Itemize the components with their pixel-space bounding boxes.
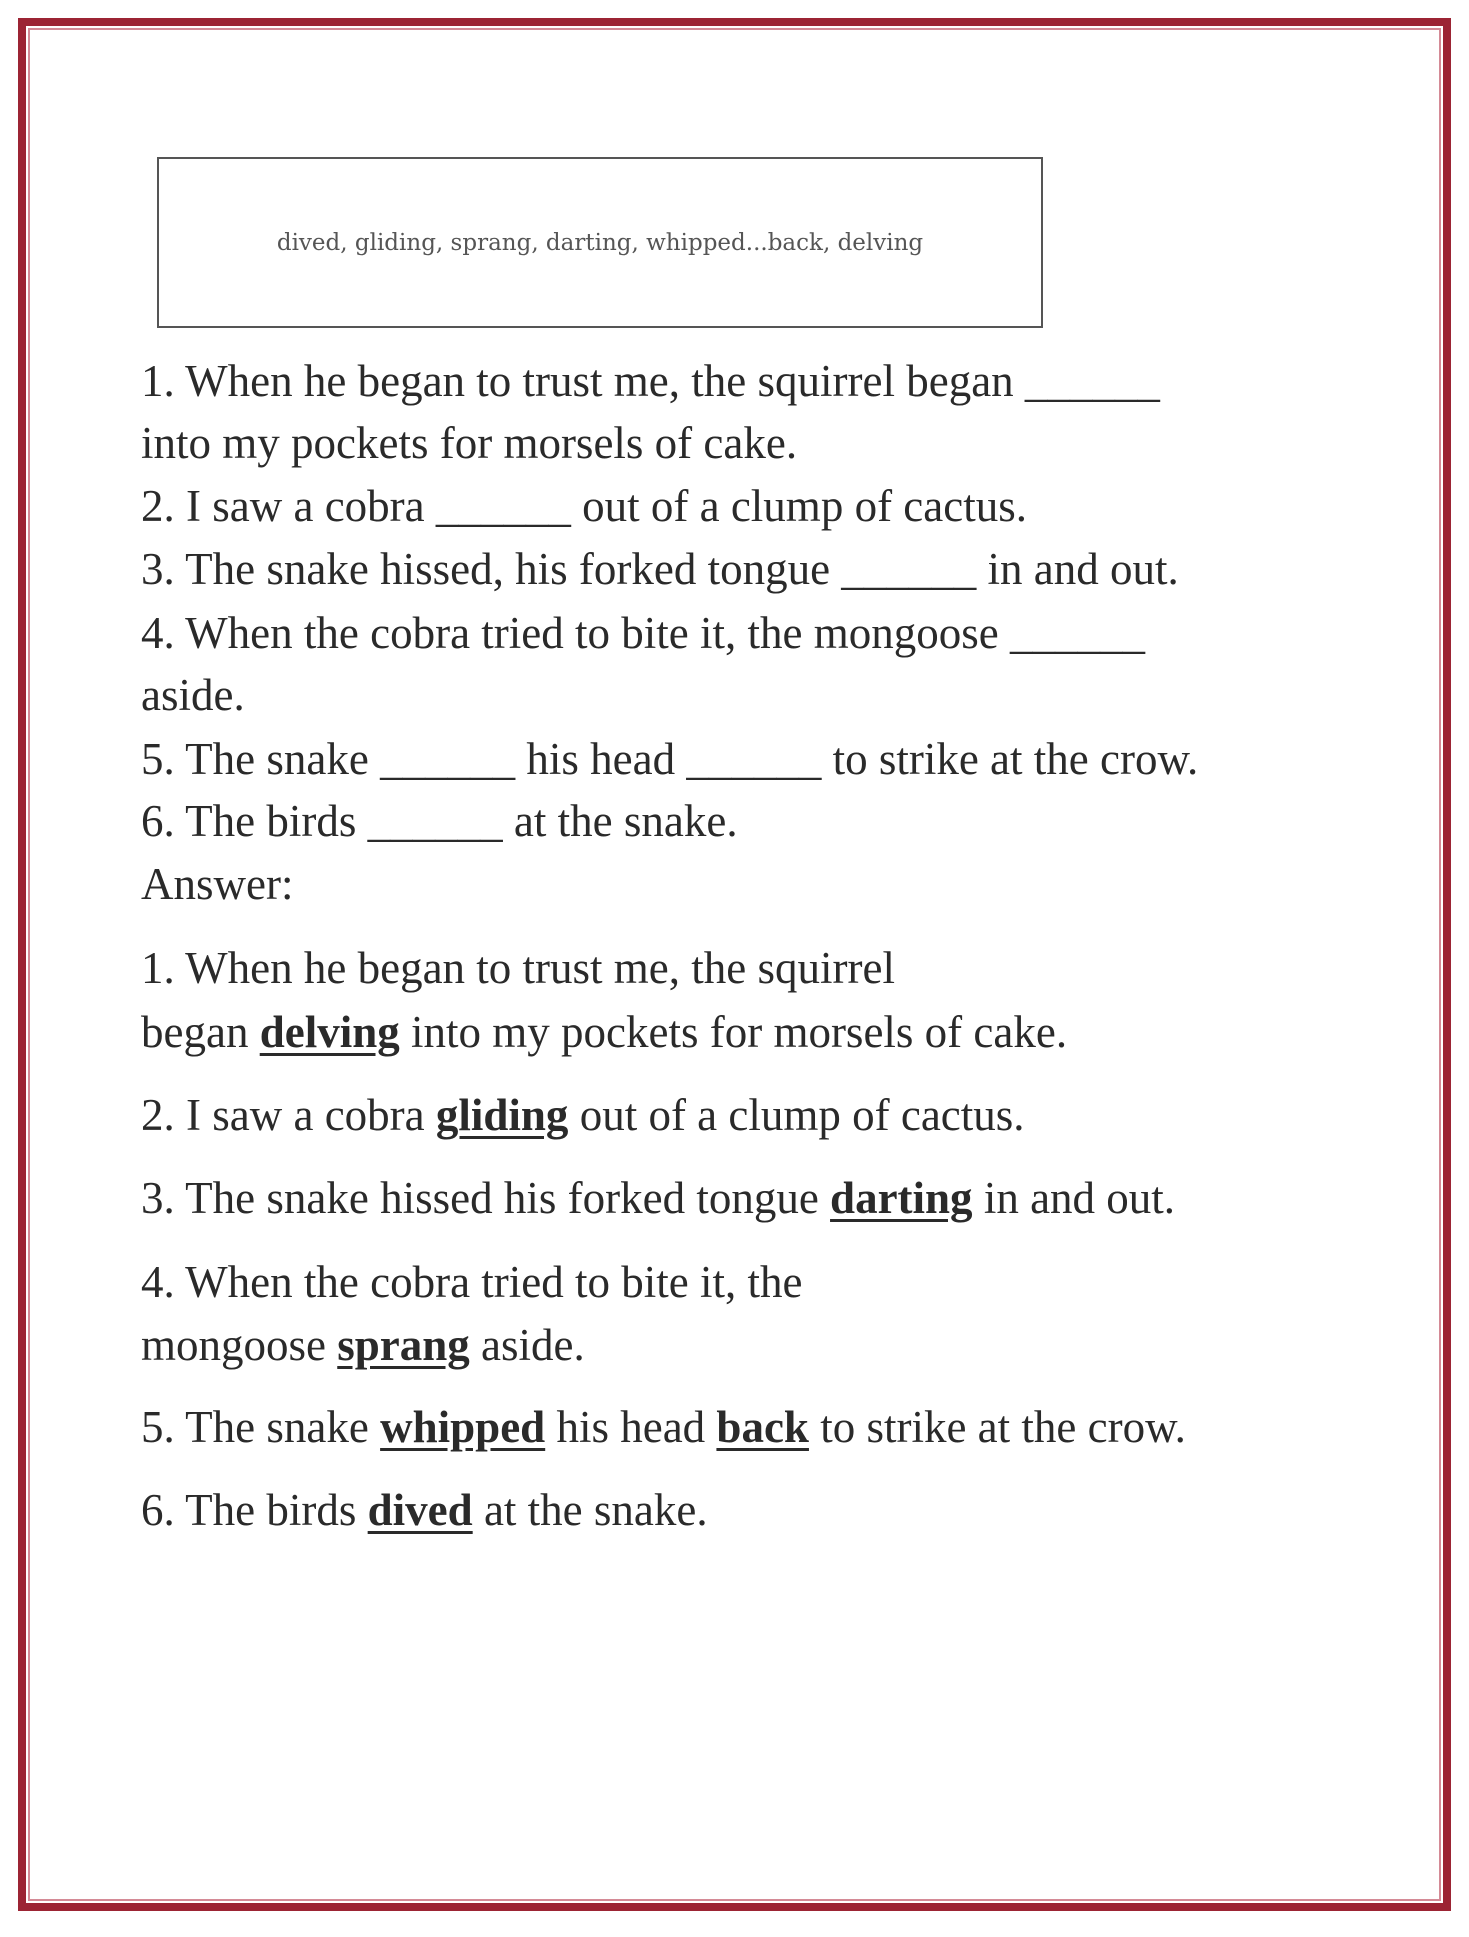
line-text: at the snake. xyxy=(483,1485,708,1535)
answer-label: Answer: xyxy=(141,859,294,909)
line-text: into my pockets for morsels of cake. xyxy=(411,1007,1068,1057)
line-text: to strike at the crow. xyxy=(820,1402,1186,1452)
word-bank-box xyxy=(157,157,1043,328)
blank: ______ xyxy=(841,544,977,594)
question-2 xyxy=(141,476,1027,536)
answer-1-line-1 xyxy=(141,938,895,998)
answer-5 xyxy=(141,1397,1186,1457)
line-text: in and out. xyxy=(983,1173,1176,1223)
answer-1-line-2 xyxy=(141,1002,1067,1062)
answer-word: sprang xyxy=(337,1320,470,1370)
line-text: at the snake. xyxy=(513,796,738,846)
answer-word: whipped xyxy=(380,1402,546,1452)
line-text: his head xyxy=(526,734,676,784)
line-text: his head xyxy=(556,1402,706,1452)
question-4-line-1 xyxy=(141,603,1145,663)
line-text: 4. When the cobra tried to bite it, the mongoose xyxy=(141,608,999,658)
question-3 xyxy=(141,539,1179,599)
line-text: 3. The snake hissed, his forked tongue xyxy=(141,544,831,594)
line-text: 3. The snake hissed his forked tongue xyxy=(141,1173,819,1223)
line-text: 1. When he began to trust me, the squirrel began xyxy=(141,356,1014,406)
line-text: 1. When he began to trust me, the squirrel xyxy=(141,943,895,993)
question-1-line-1 xyxy=(141,351,1160,411)
line-text: 5. The snake xyxy=(141,734,369,784)
answer-4-line-1 xyxy=(141,1252,802,1312)
line-text: out of a clump of cactus. xyxy=(582,481,1027,531)
line-text: 5. The snake xyxy=(141,1402,369,1452)
answer-3 xyxy=(141,1168,1175,1228)
line-text: aside. xyxy=(481,1320,585,1370)
answer-word: darting xyxy=(830,1173,973,1223)
line-text: began xyxy=(141,1007,249,1057)
line-text: 6. The birds xyxy=(141,1485,357,1535)
blank: ______ xyxy=(686,734,822,784)
answer-6 xyxy=(141,1480,708,1540)
line-text: aside. xyxy=(141,670,245,720)
question-5 xyxy=(141,729,1198,789)
answer-word: back xyxy=(716,1402,809,1452)
answer-4-line-2 xyxy=(141,1315,585,1375)
blank: ______ xyxy=(367,796,503,846)
word-bank-text: dived, gliding, sprang, darting, whipped...back, delving xyxy=(276,229,924,256)
line-text: in and out. xyxy=(987,544,1179,594)
line-text: into my pockets for morsels of cake. xyxy=(141,418,798,468)
line-text: 6. The birds xyxy=(141,796,357,846)
blank: ______ xyxy=(435,481,571,531)
answer-2 xyxy=(141,1085,1025,1145)
question-6 xyxy=(141,791,738,851)
answer-word: dived xyxy=(367,1485,473,1535)
question-4-line-2 xyxy=(141,665,245,725)
line-text: to strike at the crow. xyxy=(832,734,1199,784)
answer-word: gliding xyxy=(435,1090,569,1140)
blank: ______ xyxy=(1009,608,1145,658)
line-text: out of a clump of cactus. xyxy=(579,1090,1025,1140)
line-text: 4. When the cobra tried to bite it, the xyxy=(141,1257,803,1307)
blank: ______ xyxy=(380,734,516,784)
answer-word: delving xyxy=(259,1007,400,1057)
blank: ______ xyxy=(1024,356,1160,406)
line-text: mongoose xyxy=(141,1320,326,1370)
question-1-line-2 xyxy=(141,413,797,473)
line-text: 2. I saw a cobra xyxy=(141,481,425,531)
line-text: 2. I saw a cobra xyxy=(141,1090,425,1140)
